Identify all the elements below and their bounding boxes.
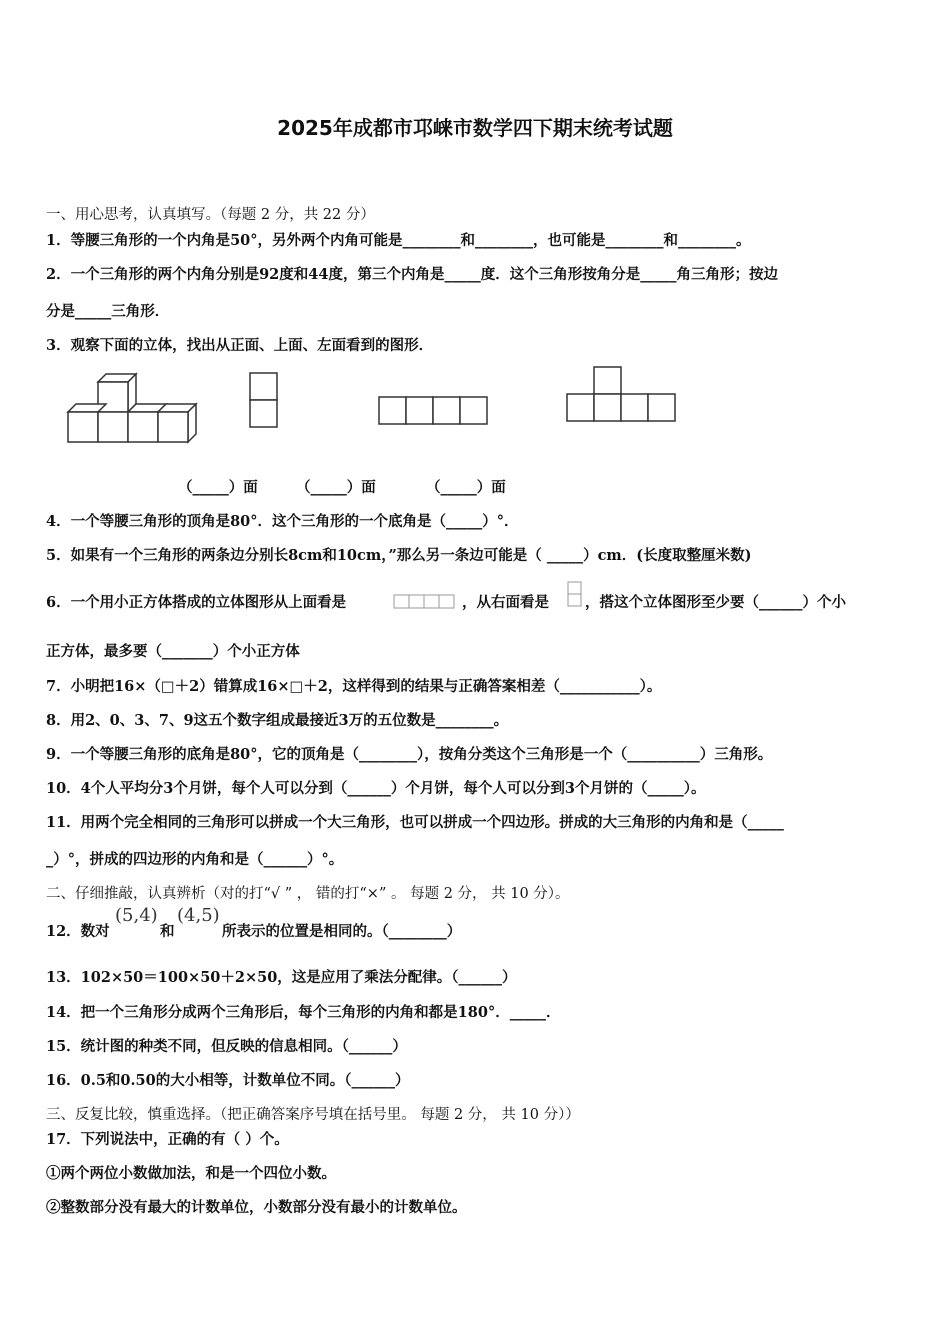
view-figure-row bbox=[378, 396, 491, 426]
coordinate-pair-1: (5,4) bbox=[115, 905, 158, 926]
question-11-line-2: _）°，拼成的四边形的内角和是（______）°。 bbox=[46, 851, 344, 868]
question-17-option-1: ①两个两位小数做加法，和是一个四位小数。 bbox=[46, 1165, 336, 1182]
question-10: 10．4个人平均分3个月饼，每个人可以分到（______）个月饼，每个人可以分到3个月饼的（_____）。 bbox=[46, 780, 706, 797]
question-17: 17．下列说法中，正确的有（ ）个。 bbox=[46, 1131, 289, 1148]
question-3: 3．观察下面的立体，找出从正面、上面、左面看到的图形． bbox=[46, 337, 434, 354]
question-14: 14．把一个三角形分成两个三角形后，每个三角形的内角和都是180°．_____． bbox=[46, 1004, 561, 1021]
question-7: 7．小明把16×（□＋2）错算成16×□＋2，这样得到的结果与正确答案相差（___________）。 bbox=[46, 678, 662, 695]
question-15: 15．统计图的种类不同，但反映的信息相同。（______） bbox=[46, 1038, 407, 1055]
coordinate-pair-2: (4,5) bbox=[177, 905, 220, 926]
question-9: 9．一个等腰三角形的底角是80°，它的顶角是（________），按角分类这个三角形是一个（__________）三角形。 bbox=[46, 746, 773, 763]
section-2-heading: 二、仔细推敲，认真辨析（对的打“√ ” ， 错的打“×” 。 每题 2 分， 共 10 分）。 bbox=[46, 886, 570, 902]
view-figure-vertical bbox=[249, 372, 279, 429]
section-3-heading: 三、反复比较，慎重选择。（把正确答案序号填在括号里。 每题 2 分， 共 10 分）） bbox=[46, 1107, 580, 1123]
question-6-part-1: 6．一个用小正方体搭成的立体图形从上面看是 bbox=[46, 594, 347, 611]
question-12-prefix: 12．数对 bbox=[46, 923, 110, 940]
question-4: 4．一个等腰三角形的顶角是80°．这个三角形的一个底角是（_____）°． bbox=[46, 513, 519, 530]
question-17-option-2: ②整数部分没有最大的计数单位，小数部分没有最小的计数单位。 bbox=[46, 1199, 467, 1216]
question-12-suffix: 所表示的位置是相同的。（________） bbox=[222, 923, 462, 940]
page-title: 2025年成都市邛崃市数学四下期末统考试题 bbox=[277, 116, 673, 140]
question-6-line-2: 正方体，最多要（_______）个小正方体 bbox=[46, 643, 300, 660]
view-answer-1: （_____）面 bbox=[178, 479, 258, 496]
right-view-icon bbox=[566, 580, 584, 610]
section-1-heading: 一、用心思考，认真填写。（每题 2 分，共 22 分） bbox=[46, 207, 375, 223]
question-1: 1．等腰三角形的一个内角是50°，另外两个内角可能是________和________，也可能是________和________。 bbox=[46, 232, 751, 249]
top-view-icon bbox=[393, 593, 455, 609]
view-figure-t-shape bbox=[566, 366, 679, 423]
question-2-line-2: 分是_____三角形． bbox=[46, 303, 170, 320]
question-8: 8．用2、0、3、7、9这五个数字组成最接近3万的五位数是________。 bbox=[46, 712, 509, 729]
view-answer-3: （_____）面 bbox=[426, 479, 506, 496]
question-6-part-3: ，搭这个立体图形至少要（______）个小 bbox=[585, 594, 846, 611]
question-16: 16．0.5和0.50的大小相等，计数单位不同。（______） bbox=[46, 1072, 410, 1089]
view-answer-2: （_____）面 bbox=[296, 479, 376, 496]
question-6-part-2: ，从右面看是 bbox=[462, 594, 549, 611]
question-11-line-1: 11．用两个完全相同的三角形可以拼成一个大三角形，也可以拼成一个四边形。拼成的大三角形的内角和是（_____ bbox=[46, 814, 784, 831]
question-2-line-1: 2．一个三角形的两个内角分别是92度和44度，第三个内角是_____度．这个三角形按角分是_____角三角形；按边 bbox=[46, 266, 778, 283]
cube-stack-figure bbox=[66, 370, 201, 445]
question-13: 13．102×50＝100×50＋2×50，这是应用了乘法分配律。（______） bbox=[46, 969, 517, 986]
question-12-mid: 和 bbox=[160, 923, 175, 940]
question-5: 5．如果有一个三角形的两条边分别长8cm和10cm，”那么另一条边可能是（ _____）cm．(长度取整厘米数) bbox=[46, 547, 752, 564]
